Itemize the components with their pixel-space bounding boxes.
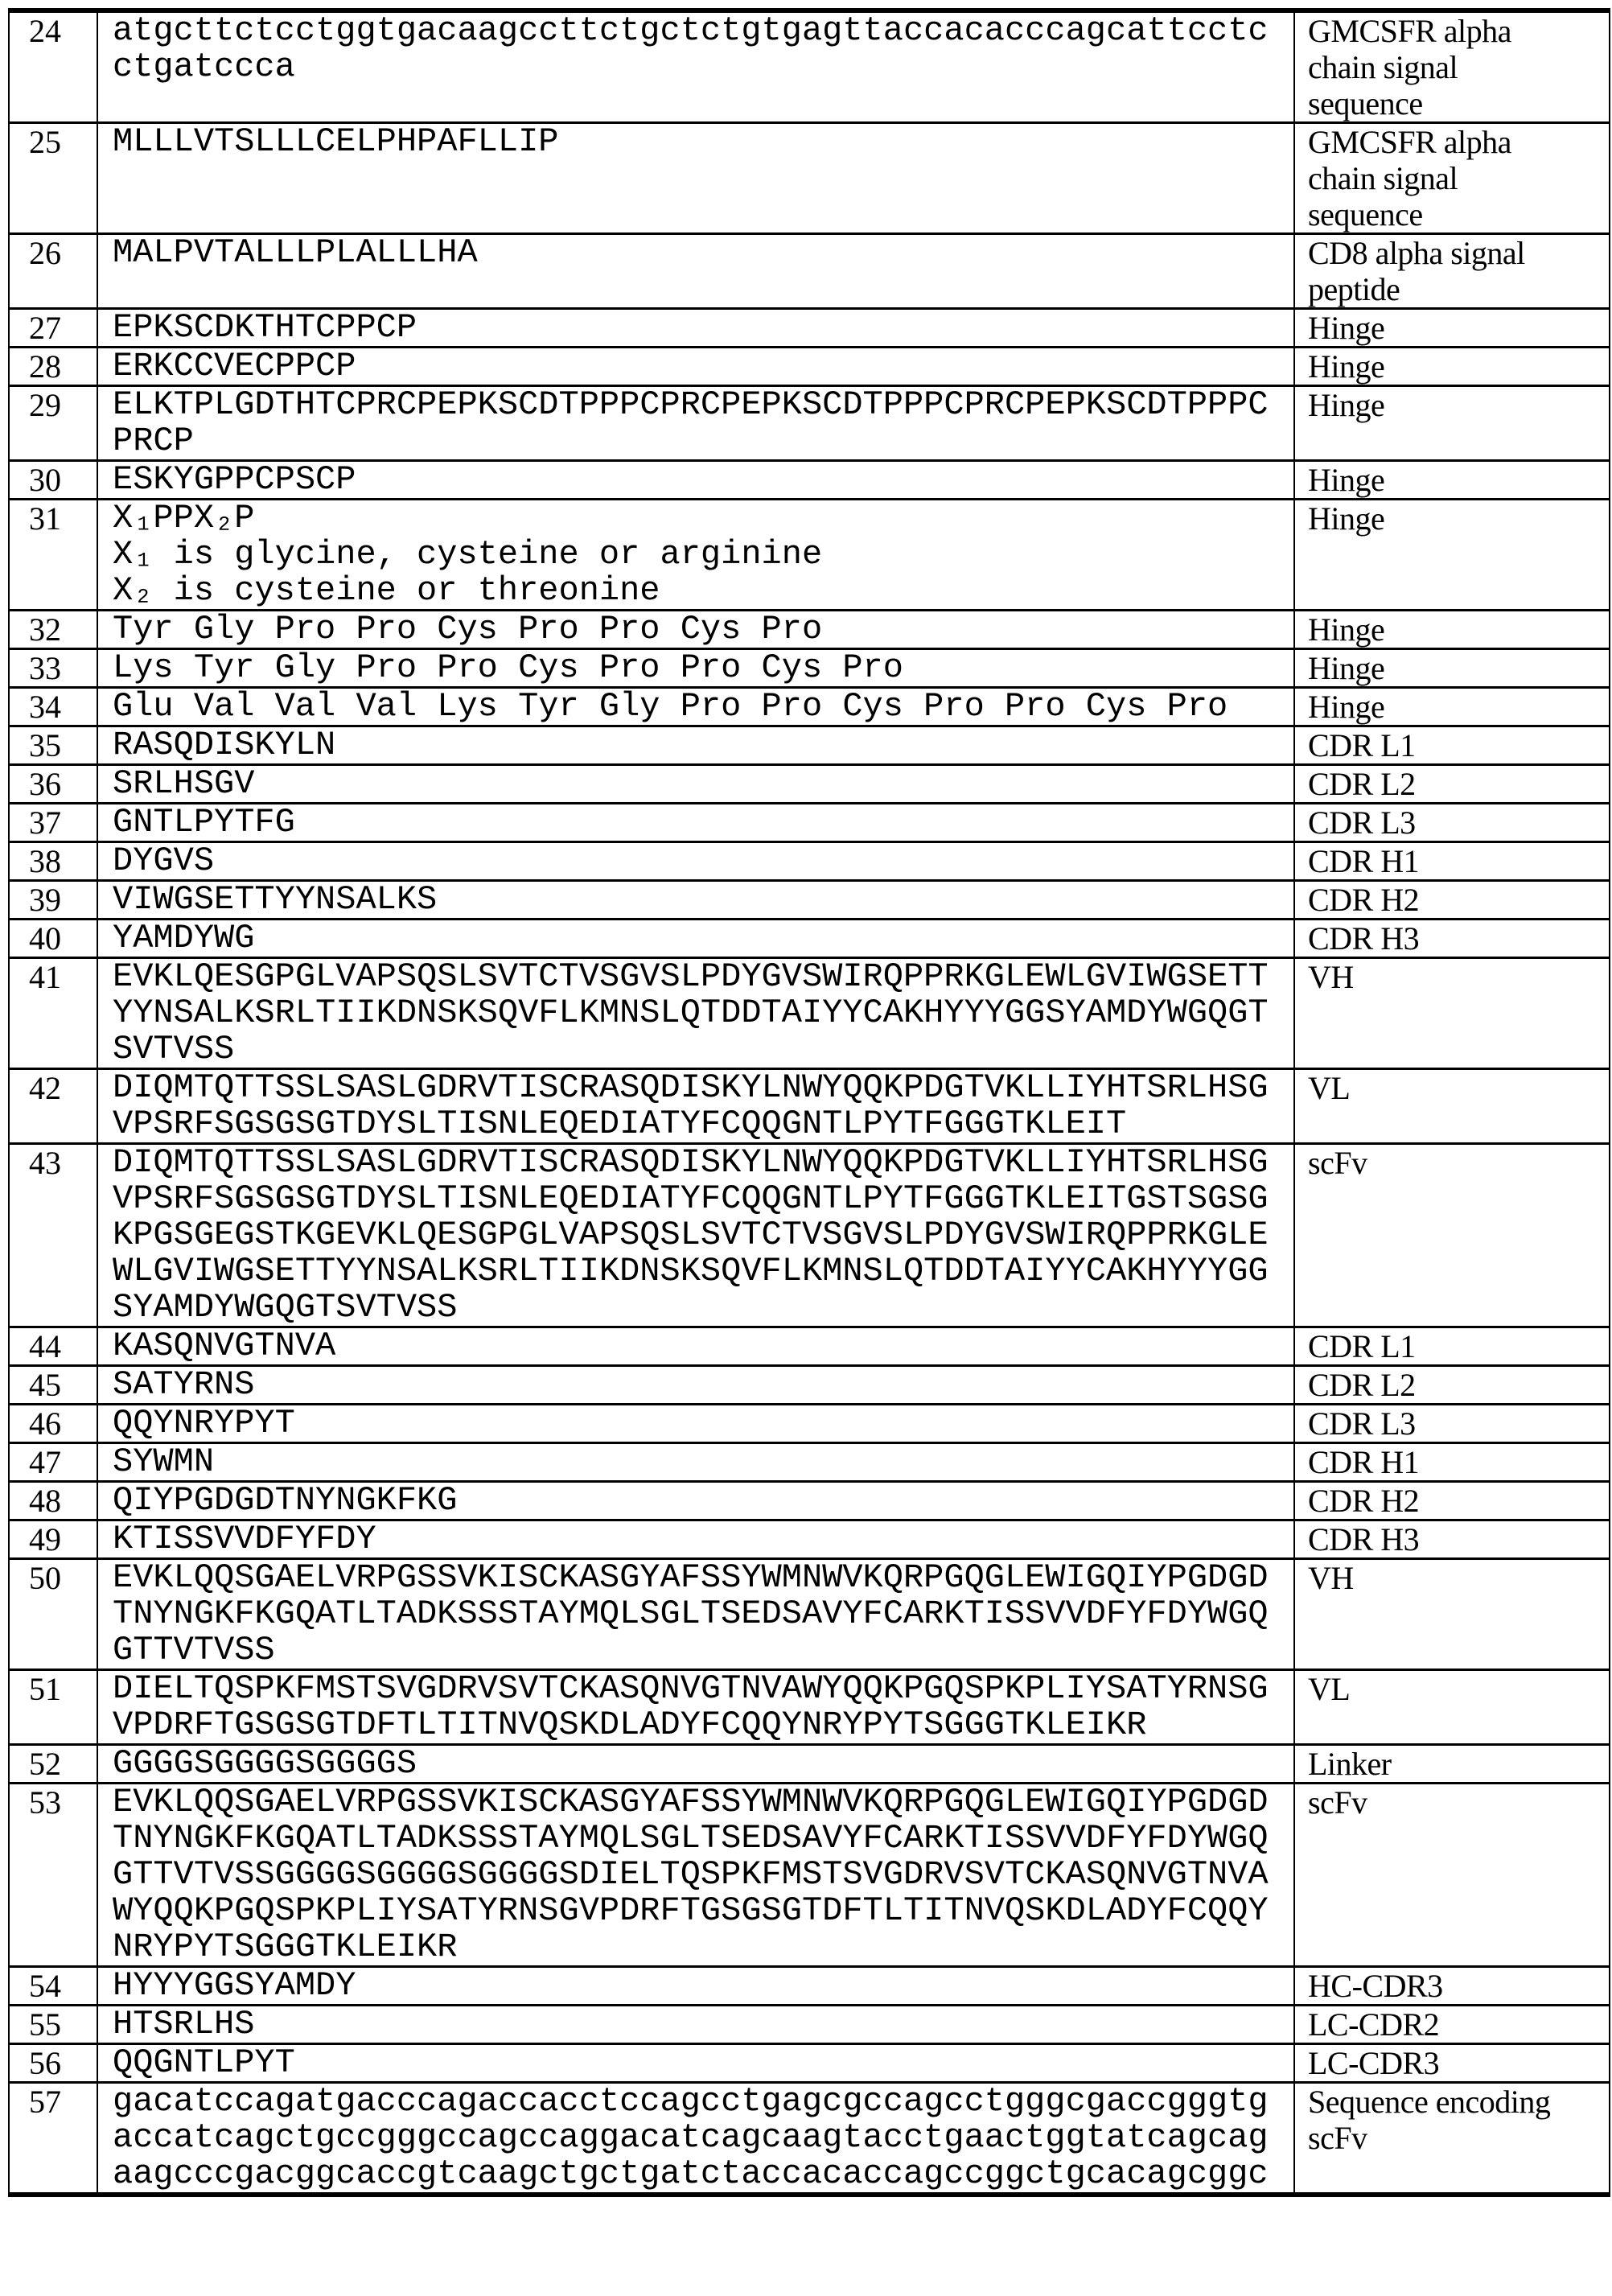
description-cell: GMCSFR alpha chain signal sequence [1294,123,1610,234]
seq-id-cell: 42 [9,1069,97,1144]
description-cell: CDR H3 [1294,1520,1610,1559]
sequence-cell: EVKLQQSGAELVRPGSSVKISCKASGYAFSSYWMNWVKQRPGQGLEWIGQIYPGDGD TNYNGKFKGQATLTADKSSSTAYMQLSGLTSEDSAVYFCARKTISSVVDFYFDYWGQ GTTVTVSSGGGGSGGGGSGGGGSDIELTQSPKFMSTSVGDRVSVTCKASQNVGTNVA WYQQKPGQSPKPLIYSATYRNSGVPDRFTGSGSGTDFTLTITNVQSKDLADYFCQQY NRYPYTSGGGTKLEIKR [97,1784,1294,1967]
table-row [9,309,1610,348]
table-row [9,123,1610,234]
seq-id-cell: 46 [9,1405,97,1443]
seq-id-cell: 57 [9,2083,97,2195]
description-cell: Hinge [1294,348,1610,386]
sequence-cell: SRLHSGV [97,765,1294,804]
sequence-cell: DIQMTQTTSSLSASLGDRVTISCRASQDISKYLNWYQQKPDGTVKLLIYHTSRLHSG VPSRFSGSGSGTDYSLTISNLEQEDIATYFCQQGNTLPYTFGGGTKLEIT [97,1069,1294,1144]
seq-id-cell: 29 [9,386,97,461]
table-row [9,804,1610,842]
seq-id-cell: 48 [9,1482,97,1520]
sequence-cell: MALPVTALLLPLALLLHA [97,234,1294,309]
sequence-table [8,8,1610,2197]
table-row [9,234,1610,309]
description-cell: CDR L3 [1294,1405,1610,1443]
description-cell: Hinge [1294,611,1610,649]
sequence-cell: DIELTQSPKFMSTSVGDRVSVTCKASQNVGTNVAWYQQKPGQSPKPLIYSATYRNSG VPDRFTGSGSGTDFTLTITNVQSKDLADYFCQQYNRYPYTSGGGTKLEIKR [97,1670,1294,1745]
description-cell: CDR L3 [1294,804,1610,842]
sequence-cell: MLLLVTSLLLCELPHPAFLLIP [97,123,1294,234]
description-cell: CDR H2 [1294,1482,1610,1520]
seq-id-cell: 26 [9,234,97,309]
table-row [9,649,1610,688]
seq-id-cell: 56 [9,2044,97,2083]
seq-id-cell: 47 [9,1443,97,1482]
sequence-cell: ERKCCVECPPCP [97,348,1294,386]
seq-id-cell: 24 [9,10,97,123]
sequence-cell: Tyr Gly Pro Pro Cys Pro Pro Cys Pro [97,611,1294,649]
description-cell: Hinge [1294,649,1610,688]
description-cell: Hinge [1294,500,1610,611]
sequence-cell: gacatccagatgacccagaccacctccagcctgagcgccagcctgggcgaccgggtg accatcagctgccgggccagccaggacatcagcaagtacctgaactggtatcagcag aagcccgacggcaccgtcaagctgctgatctaccacaccagccggctgcacagcggc [97,2083,1294,2195]
description-cell: CDR L2 [1294,1366,1610,1405]
seq-id-cell: 54 [9,1967,97,2006]
description-cell: scFv [1294,1144,1610,1327]
description-cell: CD8 alpha signal peptide [1294,234,1610,309]
description-cell: CDR L1 [1294,1327,1610,1366]
sequence-cell: RASQDISKYLN [97,726,1294,765]
description-cell: CDR H3 [1294,920,1610,958]
seq-id-cell: 31 [9,500,97,611]
table-row [9,386,1610,461]
description-cell: Linker [1294,1745,1610,1784]
table-row [9,1745,1610,1784]
seq-id-cell: 43 [9,1144,97,1327]
sequence-cell: atgcttctcctggtgacaagccttctgctctgtgagttaccacacccagcattcctc ctgatccca [97,10,1294,123]
sequence-cell: SYWMN [97,1443,1294,1482]
sequence-cell: QIYPGDGDTNYNGKFKG [97,1482,1294,1520]
description-cell: LC-CDR3 [1294,2044,1610,2083]
seq-id-cell: 25 [9,123,97,234]
table-row [9,765,1610,804]
description-cell: CDR H1 [1294,842,1610,881]
table-row [9,461,1610,500]
table-row [9,688,1610,726]
seq-id-cell: 33 [9,649,97,688]
table-row [9,1327,1610,1366]
sequence-cell: Lys Tyr Gly Pro Pro Cys Pro Pro Cys Pro [97,649,1294,688]
description-cell: HC-CDR3 [1294,1967,1610,2006]
seq-id-cell: 49 [9,1520,97,1559]
sequence-cell: HTSRLHS [97,2006,1294,2044]
sequence-cell: EPKSCDKTHTCPPCP [97,309,1294,348]
sequence-cell: Glu Val Val Val Lys Tyr Gly Pro Pro Cys Pro Pro Cys Pro [97,688,1294,726]
sequence-cell: ESKYGPPCPSCP [97,461,1294,500]
table-row [9,2083,1610,2195]
description-cell: CDR H2 [1294,881,1610,920]
seq-id-cell: 37 [9,804,97,842]
table-row [9,1405,1610,1443]
sequence-cell: KTISSVVDFYFDY [97,1520,1294,1559]
table-row [9,348,1610,386]
table-row [9,1967,1610,2006]
table-row [9,500,1610,611]
description-cell: CDR H1 [1294,1443,1610,1482]
table-row [9,1784,1610,1967]
table-row [9,1520,1610,1559]
sequence-cell: YAMDYWG [97,920,1294,958]
sequence-cell: EVKLQQSGAELVRPGSSVKISCKASGYAFSSYWMNWVKQRPGQGLEWIGQIYPGDGD TNYNGKFKGQATLTADKSSSTAYMQLSGLTSEDSAVYFCARKTISSVVDFYFDYWGQ GTTVTVSS [97,1559,1294,1670]
seq-id-cell: 35 [9,726,97,765]
seq-id-cell: 55 [9,2006,97,2044]
sequence-cell: VIWGSETTYYNSALKS [97,881,1294,920]
description-cell: Hinge [1294,688,1610,726]
seq-id-cell: 34 [9,688,97,726]
sequence-cell: QQGNTLPYT [97,2044,1294,2083]
description-cell: CDR L2 [1294,765,1610,804]
seq-id-cell: 41 [9,958,97,1069]
description-cell: Hinge [1294,386,1610,461]
seq-id-cell: 52 [9,1745,97,1784]
seq-id-cell: 38 [9,842,97,881]
description-cell: Hinge [1294,309,1610,348]
sequence-cell: DIQMTQTTSSLSASLGDRVTISCRASQDISKYLNWYQQKPDGTVKLLIYHTSRLHSG VPSRFSGSGSGTDYSLTISNLEQEDIATYFCQQGNTLPYTFGGGTKLEITGSTSGSG KPGSGEGSTKGEVKLQESGPGLVAPSQSLSVTCTVSGVSLPDYGVSWIRQPPRKGLE WLGVIWGSETTYYNSALKSRLTIIKDNSKSQVFLKMNSLQTDDTAIYYCAKHYYYGG SYAMDYWGQGTSVTVSS [97,1144,1294,1327]
table-row [9,881,1610,920]
sequence-cell: QQYNRYPYT [97,1405,1294,1443]
table-row [9,1443,1610,1482]
sequence-cell: X₁PPX₂P X₁ is glycine, cysteine or arginine X₂ is cysteine or threonine [97,500,1294,611]
table-row [9,1559,1610,1670]
description-cell: scFv [1294,1784,1610,1967]
description-cell: Sequence encoding scFv [1294,2083,1610,2195]
description-cell: VL [1294,1670,1610,1745]
seq-id-cell: 50 [9,1559,97,1670]
table-row [9,1144,1610,1327]
seq-id-cell: 28 [9,348,97,386]
table-row [9,611,1610,649]
seq-id-cell: 40 [9,920,97,958]
table-row [9,1366,1610,1405]
description-cell: VL [1294,1069,1610,1144]
description-cell: LC-CDR2 [1294,2006,1610,2044]
seq-id-cell: 27 [9,309,97,348]
description-cell: Hinge [1294,461,1610,500]
sequence-cell: KASQNVGTNVA [97,1327,1294,1366]
seq-id-cell: 51 [9,1670,97,1745]
sequence-table-body [9,10,1610,2195]
seq-id-cell: 30 [9,461,97,500]
sequence-cell: HYYYGGSYAMDY [97,1967,1294,2006]
table-row [9,2006,1610,2044]
sequence-cell: EVKLQESGPGLVAPSQSLSVTCTVSGVSLPDYGVSWIRQPPRKGLEWLGVIWGSETT YYNSALKSRLTIIKDNSKSQVFLKMNSLQTDDTAIYYCAKHYYYGGSYAMDYWGQGT SVTVSS [97,958,1294,1069]
seq-id-cell: 32 [9,611,97,649]
seq-id-cell: 44 [9,1327,97,1366]
table-row [9,1670,1610,1745]
seq-id-cell: 53 [9,1784,97,1967]
description-cell: VH [1294,958,1610,1069]
table-row [9,1482,1610,1520]
description-cell: CDR L1 [1294,726,1610,765]
table-row [9,842,1610,881]
sequence-cell: GNTLPYTFG [97,804,1294,842]
description-cell: GMCSFR alpha chain signal sequence [1294,10,1610,123]
table-row [9,920,1610,958]
table-row [9,1069,1610,1144]
table-row [9,2044,1610,2083]
seq-id-cell: 45 [9,1366,97,1405]
table-row [9,958,1610,1069]
sequence-cell: SATYRNS [97,1366,1294,1405]
sequence-cell: DYGVS [97,842,1294,881]
seq-id-cell: 39 [9,881,97,920]
description-cell: VH [1294,1559,1610,1670]
seq-id-cell: 36 [9,765,97,804]
table-row [9,726,1610,765]
sequence-cell: GGGGSGGGGSGGGGS [97,1745,1294,1784]
table-row [9,10,1610,123]
sequence-cell: ELKTPLGDTHTCPRCPEPKSCDTPPPCPRCPEPKSCDTPPPCPRCPEPKSCDTPPPC PRCP [97,386,1294,461]
